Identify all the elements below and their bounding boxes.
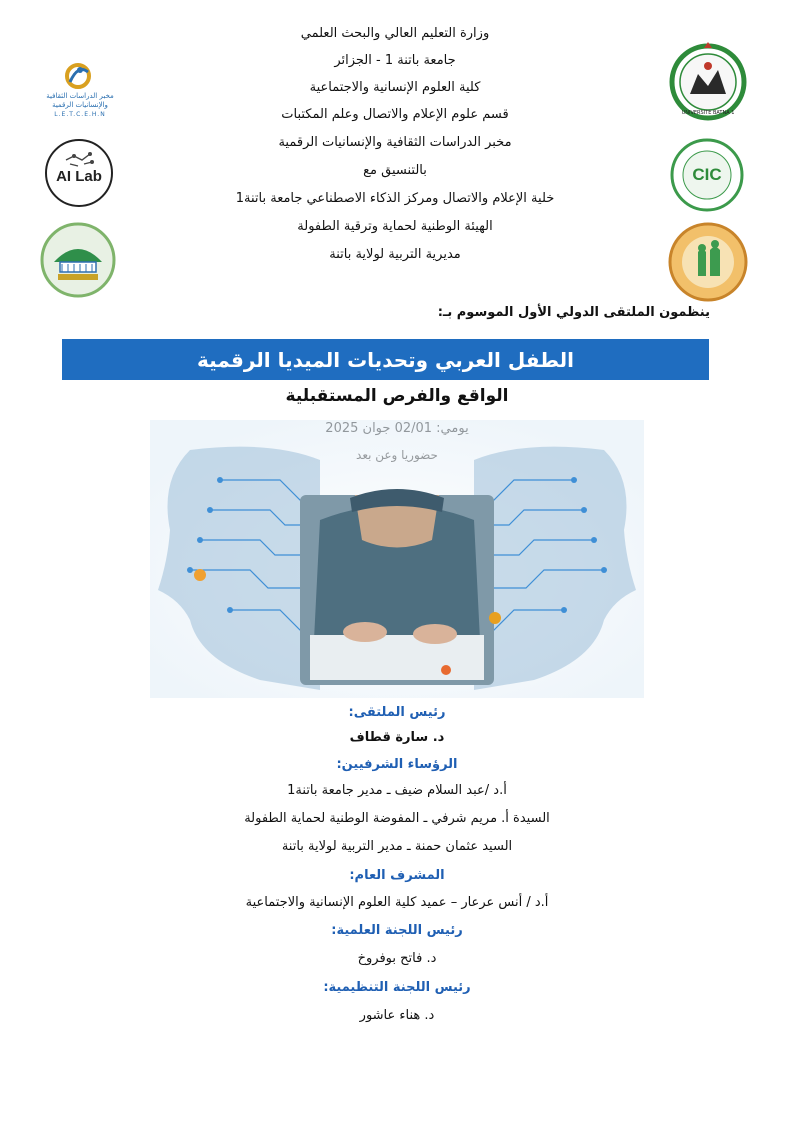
header-education-directorate: مديرية التربية لولاية باتنة	[329, 247, 461, 262]
conference-subtitle: الواقع والفرص المستقبلية	[285, 386, 509, 406]
honorary-label: الرؤساء الشرفيين:	[336, 757, 458, 772]
lab-logo-line2: والإنسانيات الرقمية	[52, 101, 108, 109]
honorary-1: أ.د /عبد السلام ضيف ـ مدير جامعة باتنة1	[287, 783, 507, 798]
organizing-committee-label: رئيس اللجنة التنظيمية:	[323, 980, 471, 995]
organizing-committee-name: د. هناء عاشور	[359, 1008, 435, 1023]
scientific-committee-name: د. فاتح بوفروخ	[357, 951, 437, 966]
lab-logo-code: L.E.T.C.E.H.N	[54, 111, 106, 118]
cic-logo	[670, 138, 744, 212]
scientific-committee-label: رئيس اللجنة العلمية:	[331, 923, 463, 938]
honorary-3: السيد عثمان حمنة ـ مدير التربية لولاية باتنة	[281, 839, 513, 854]
conference-title: الطفل العربي وتحديات الميديا الرقمية	[197, 347, 574, 372]
organizers-intro: ينظمون الملتقى الدولي الأول الموسوم بـ:	[437, 305, 710, 320]
cic-logo-text: CIC	[692, 165, 722, 184]
honorary-2: السيدة أ. مريم شرفي ـ المفوضة الوطنية لحماية الطفولة	[244, 811, 550, 826]
header-university: جامعة باتنة 1 - الجزائر	[334, 53, 456, 68]
header-childhood-body: الهيئة الوطنية لحماية وترقية الطفولة	[297, 219, 493, 234]
title-banner	[62, 339, 709, 380]
header-coordination: بالتنسيق مع	[363, 163, 427, 178]
childhood-body-logo	[40, 222, 116, 298]
lab-logo-line1: مخبر الدراسات الثقافية	[46, 92, 114, 100]
childhood-protection-logo	[668, 222, 748, 302]
header-faculty: كلية العلوم الإنسانية والاجتماعية	[309, 80, 481, 95]
university-logo-text: UNIVERSITE BATNA 1	[681, 110, 735, 116]
supervisor-name: أ.د / أنس عرعار – عميد كلية العلوم الإنسانية والاجتماعية	[245, 895, 549, 910]
ailab-logo	[44, 138, 114, 208]
lab-logo	[40, 60, 120, 124]
header-cell: خلية الإعلام والاتصال ومركز الذكاء الاصطناعي جامعة باتنة1	[235, 191, 555, 206]
conference-illustration	[150, 420, 644, 698]
header-lab: مخبر الدراسات الثقافية والإنسانيات الرقمية	[278, 135, 512, 150]
ailab-logo-text: AI Lab	[56, 168, 102, 185]
header-department: قسم علوم الإعلام والاتصال وعلم المكتبات	[281, 107, 509, 122]
chair-name: د. سارة قطاف	[349, 730, 445, 745]
supervisor-label: المشرف العام:	[349, 868, 445, 883]
university-logo	[668, 40, 748, 124]
chair-label: رئيس الملتقى:	[348, 705, 446, 720]
header-ministry: وزارة التعليم العالي والبحث العلمي	[300, 26, 490, 41]
